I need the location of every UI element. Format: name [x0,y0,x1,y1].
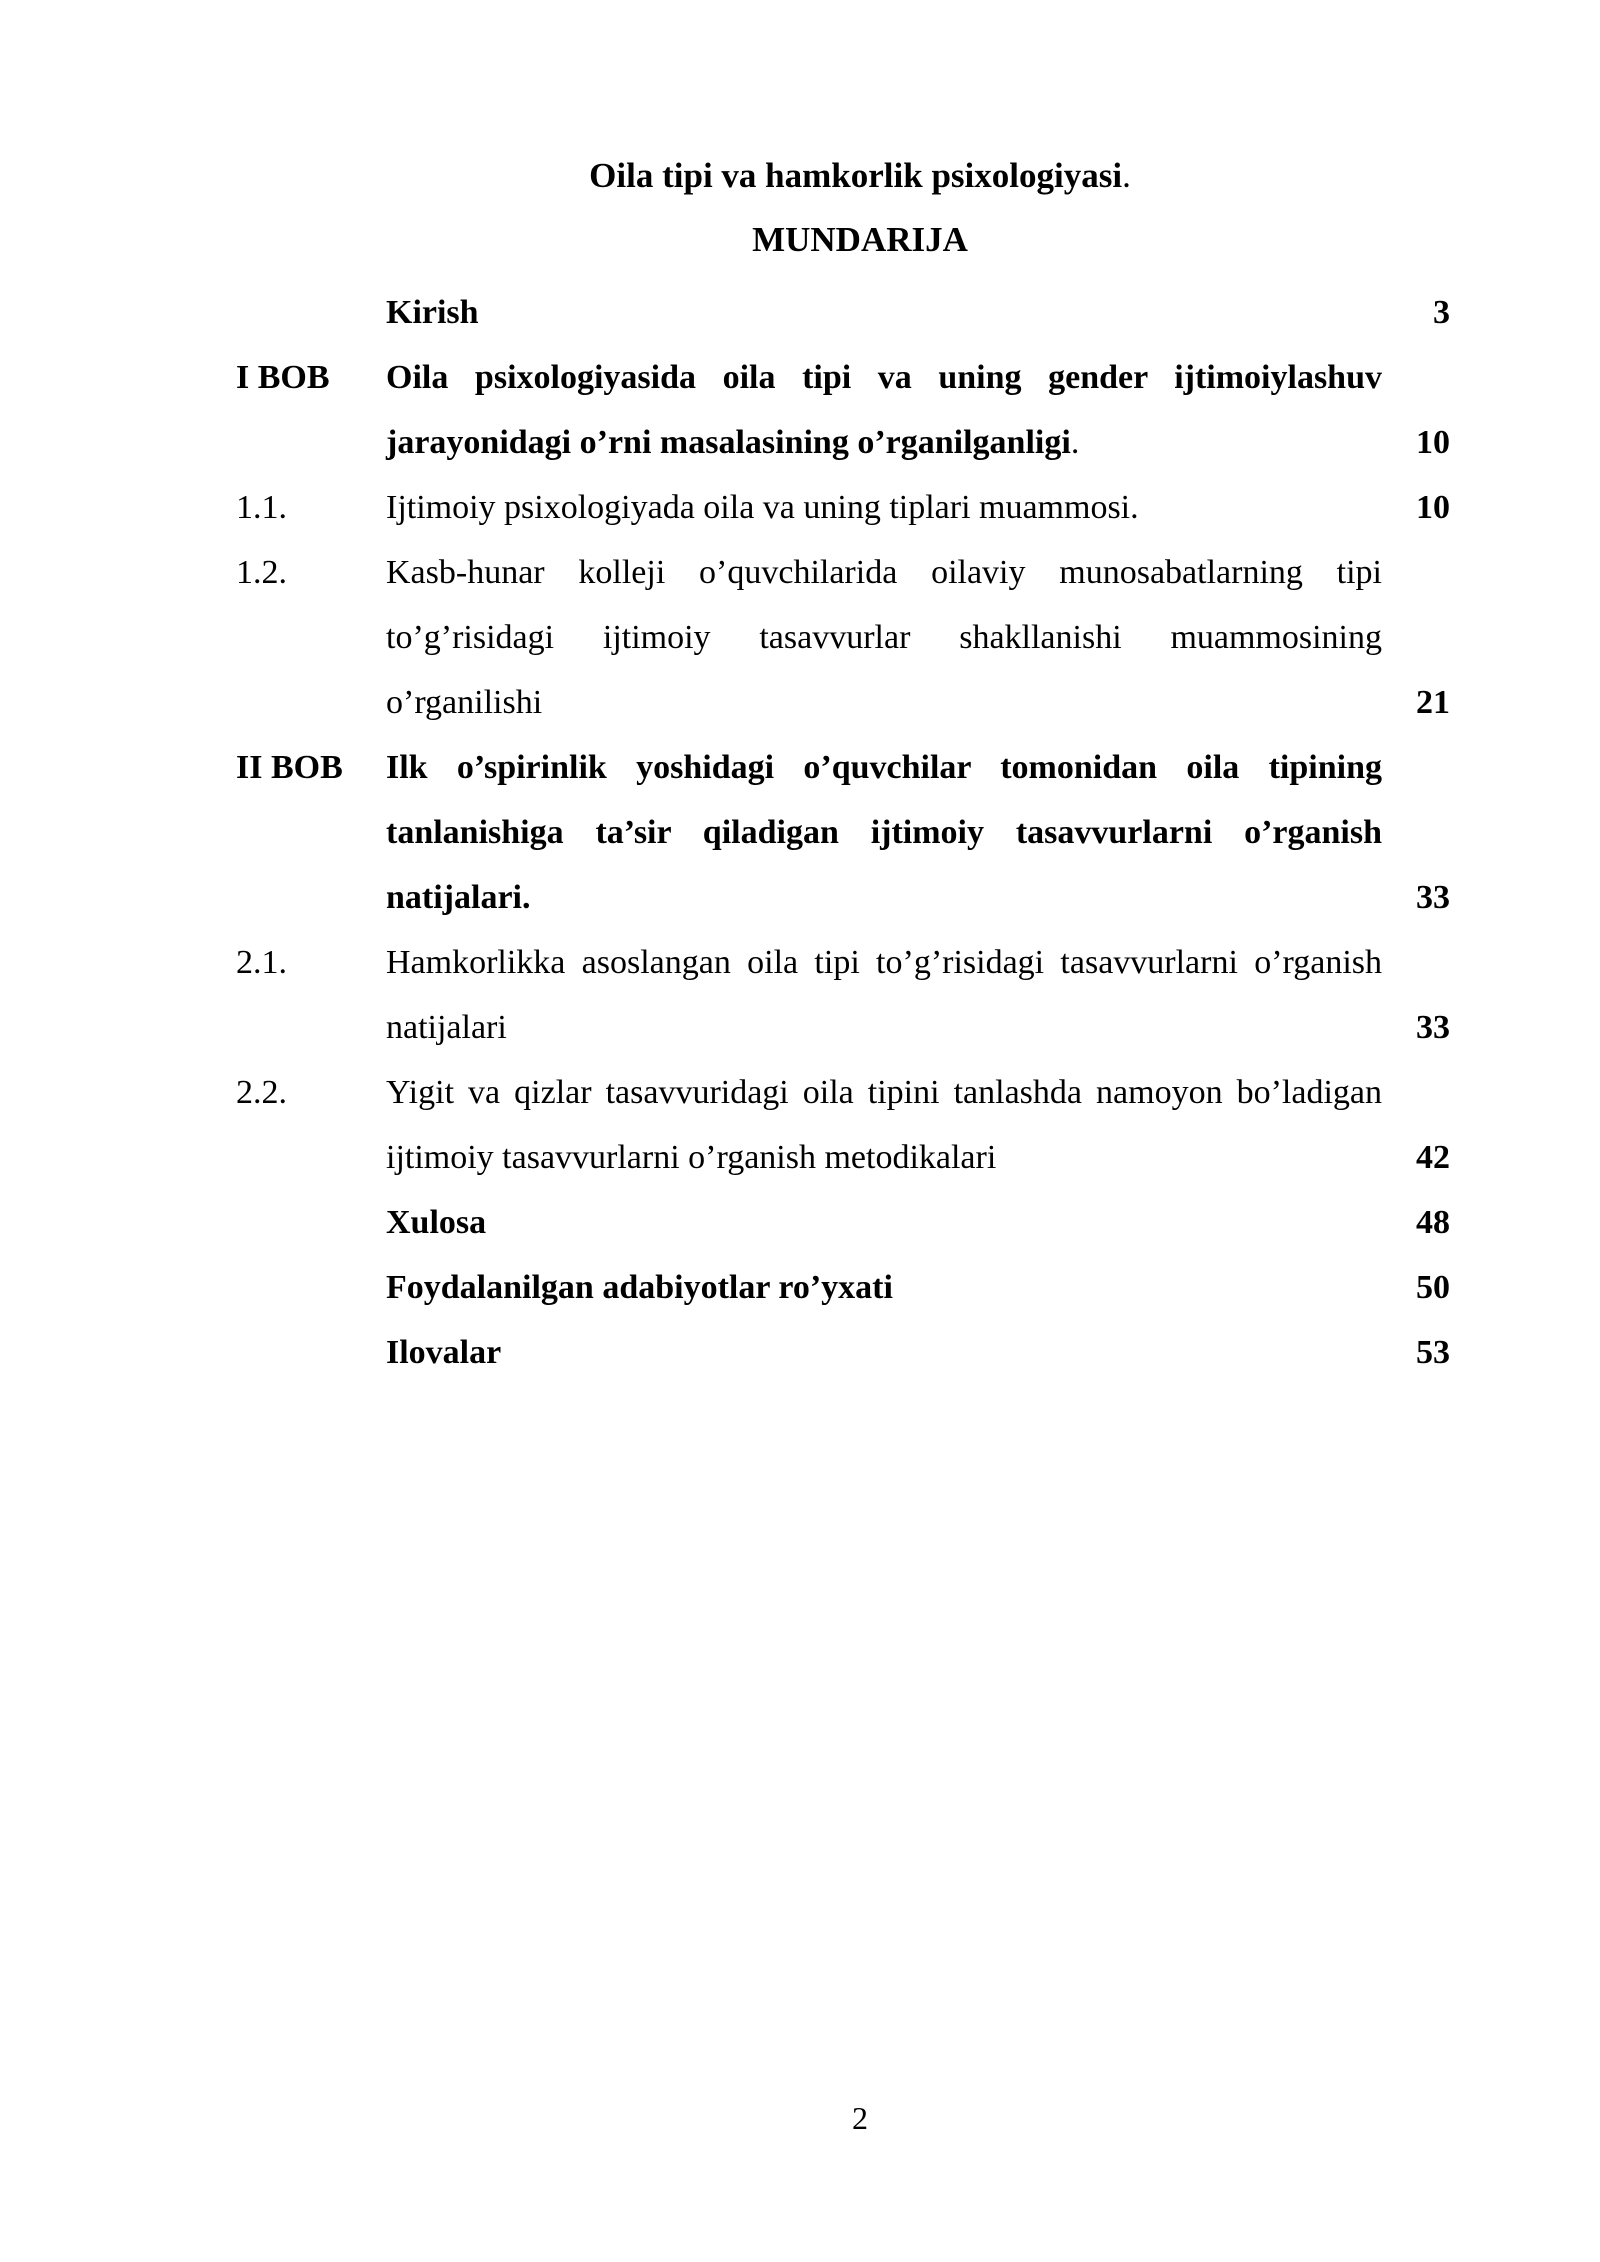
toc-entry-appendices [236,1320,1450,1385]
document-title-punct: . [1122,156,1131,195]
toc-entry-number: 2.1. [236,944,287,981]
toc-entry-page: 33 [1416,1009,1450,1046]
toc-entry-page: 10 [1416,489,1450,526]
toc-entry-title: Kirish [386,294,479,331]
toc-entry-2-2 [236,1060,1450,1190]
document-title-text: Oila tipi va hamkorlik psixologiyasi [589,156,1123,195]
toc-entry-bibliography [236,1255,1450,1320]
toc-entry-page: 53 [1416,1334,1450,1371]
toc-entry-title [386,345,1382,475]
toc-entry-title: Xulosa [386,1204,487,1241]
toc-entry-xulosa [236,1190,1450,1255]
toc-entry-title-text: Oila psixologiyasida oila tipi va uning gender ijtimoiylashuv jarayonidagi o’rni masalasining o’rganilganligi [386,359,1382,461]
toc-entry-number: 1.2. [236,554,287,591]
toc-heading: MUNDARIJA [752,220,968,259]
toc-entry-title: Yigit va qizlar tasavvuridagi oila tipini tanlashda namoyon bo’ladigan ijtimoiy tasavvurlarni o’rganish metodikalari [386,1074,1382,1176]
toc-entry-title: Foydalanilgan adabiyotlar ro’yxati [386,1269,893,1306]
toc-entry-page: 42 [1416,1139,1450,1176]
toc-entry-1-2 [236,540,1450,735]
toc-entry-page: 50 [1416,1269,1450,1306]
toc-entry-title: Ijtimoiy psixologiyada oila va uning tiplari muammosi. [386,489,1139,526]
toc-entry-page: 48 [1416,1204,1450,1241]
toc-entry-title-punct: . [1070,424,1080,461]
table-of-contents [236,280,1450,1385]
toc-entry-title: Ilovalar [386,1334,502,1371]
toc-entry-page: 10 [1416,424,1450,461]
toc-entry-chapter-1 [236,345,1450,475]
toc-entry-page: 21 [1416,684,1450,721]
toc-entry-number: 2.2. [236,1074,287,1111]
toc-entry-number: I BOB [236,359,330,396]
toc-entry-number: 1.1. [236,489,287,526]
toc-entry-page: 33 [1416,879,1450,916]
toc-entry-title: Hamkorlikka asoslangan oila tipi to’g’risidagi tasavvurlarni o’rganish natijalari [386,944,1382,1046]
document-title [0,152,1600,200]
toc-entry-chapter-2 [236,735,1450,930]
toc-entry-1-1 [236,475,1450,540]
toc-entry-2-1 [236,930,1450,1060]
page-number: 2 [852,2100,868,2136]
toc-entry-title: Ilk o’spirinlik yoshidagi o’quvchilar tomonidan oila tipining tanlanishiga ta’sir qiladigan ijtimoiy tasavvurlarni o’rganish natijalari. [386,749,1382,916]
toc-entry-number: II BOB [236,749,343,786]
toc-entry-page: 3 [1433,294,1450,331]
toc-entry-title: Kasb-hunar kolleji o’quvchilarida oilaviy munosabatlarning tipi to’g’risidagi ijtimoiy tasavvurlar shakllanishi muammosining o’rganilishi [386,554,1382,721]
toc-entry-kirish [236,280,1450,345]
